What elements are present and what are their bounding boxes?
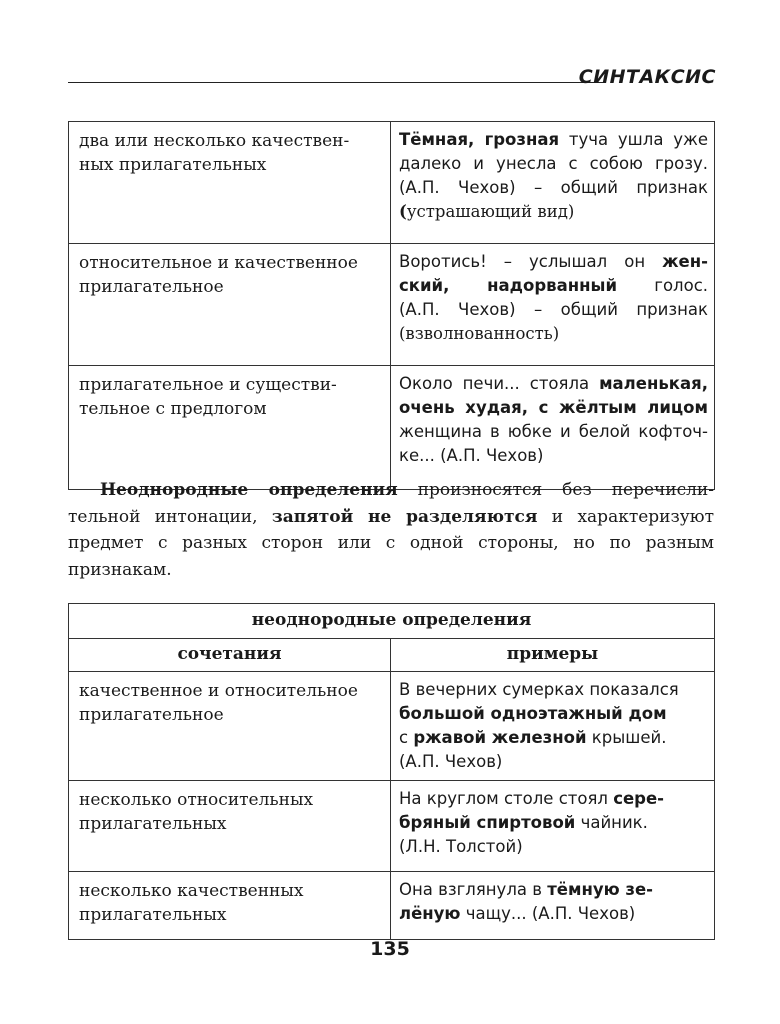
table-row bbox=[69, 672, 715, 781]
combination-cell: несколько качественных прилагательных bbox=[69, 872, 391, 940]
header-rule bbox=[68, 82, 606, 83]
table-caption-row bbox=[69, 604, 715, 639]
table-row bbox=[69, 366, 715, 490]
combination-cell: два или несколько качествен- ных прилагательных bbox=[69, 122, 391, 244]
table-row bbox=[69, 872, 715, 940]
table-row bbox=[69, 122, 715, 244]
example-cell: На круглом столе стоял сере- бряный спиртовой чайник. (Л.Н. Толстой) bbox=[391, 781, 715, 872]
example-cell: Воротись! – услышал он жен- ский, надорванный голос. (А.П. Чехов) – общий признак (взволнованность) bbox=[391, 244, 715, 366]
table-header-row bbox=[69, 639, 715, 672]
column-header-combinations: сочетания bbox=[69, 639, 391, 672]
page-number: 135 bbox=[370, 938, 410, 960]
table-caption: неоднородные определения bbox=[69, 604, 715, 639]
combination-cell: относительное и качественное прилагательное bbox=[69, 244, 391, 366]
combination-cell: несколько относительных прилагательных bbox=[69, 781, 391, 872]
combination-cell: качественное и относительное прилагательное bbox=[69, 672, 391, 781]
heterogeneous-attributes-table bbox=[68, 603, 715, 940]
combination-cell: прилагательное и существи- тельное с предлогом bbox=[69, 366, 391, 490]
example-cell: Тёмная, грозная туча ушла уже далеко и унесла с собою грозу. (А.П. Чехов) – общий признак (устрашающий вид) bbox=[391, 122, 715, 244]
example-cell: В вечерних сумерках показался большой одноэтажный дом с ржавой железной крышей. (А.П. Чехов) bbox=[391, 672, 715, 781]
homogeneous-attributes-table bbox=[68, 121, 715, 490]
page-header bbox=[68, 60, 716, 92]
section-title: СИНТАКСИС bbox=[578, 66, 716, 88]
example-cell: Она взглянула в тёмную зе- лёную чащу... (А.П. Чехов) bbox=[391, 872, 715, 940]
table-row bbox=[69, 781, 715, 872]
explanation-paragraph: Неоднородные определения произносятся без перечисли- тельной интонации, запятой не разделяются и характеризуют предмет с разных сторон или с одной стороны, но по разным признакам. bbox=[68, 480, 714, 580]
table-row bbox=[69, 244, 715, 366]
example-cell: Около печи... стояла маленькая, очень худая, с жёлтым лицом женщина в юбке и белой кофточ- ке... (А.П. Чехов) bbox=[391, 366, 715, 490]
column-header-examples: примеры bbox=[391, 639, 715, 672]
